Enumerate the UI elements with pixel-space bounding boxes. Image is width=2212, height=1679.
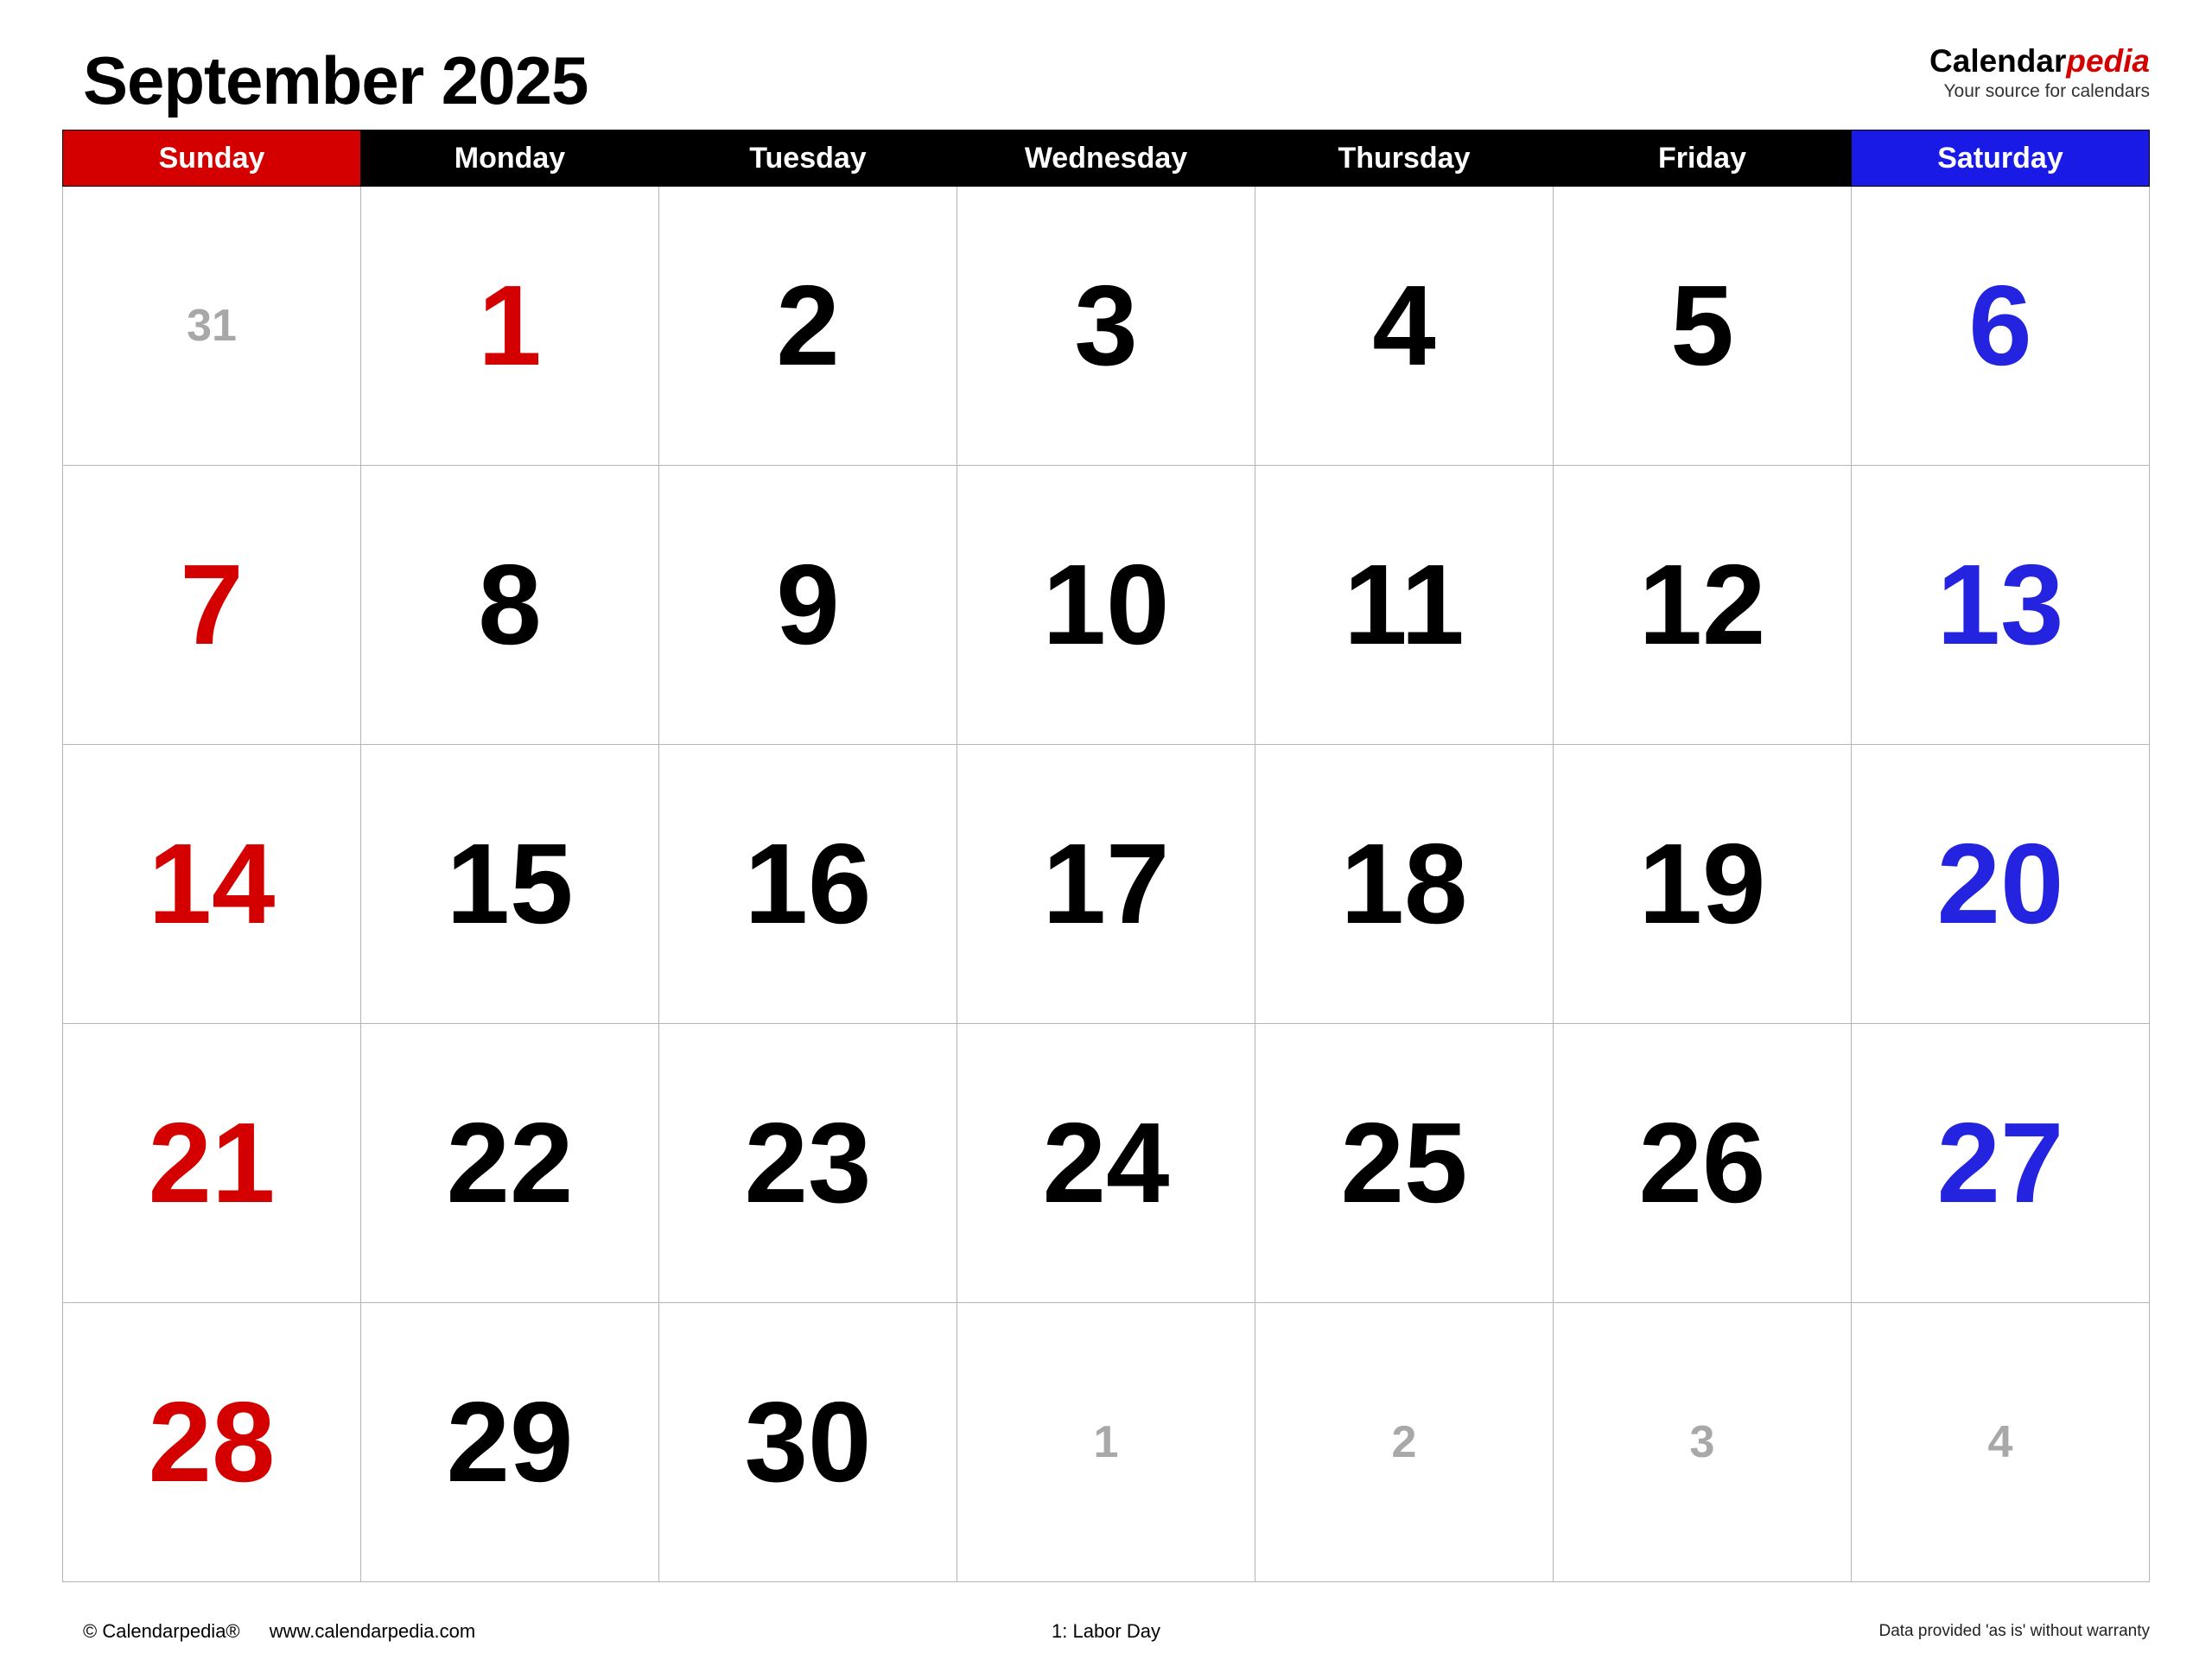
- day-number: 20: [1936, 820, 2064, 947]
- day-number: 13: [1936, 541, 2064, 668]
- day-cell[interactable]: [1852, 1303, 2150, 1582]
- day-cell[interactable]: [1554, 187, 1852, 466]
- brand-name: [1929, 45, 2150, 79]
- page-header: [62, 35, 2150, 130]
- day-number: 8: [478, 541, 542, 668]
- day-number: 15: [446, 820, 574, 947]
- day-cell[interactable]: [1554, 745, 1852, 1024]
- day-cell[interactable]: [63, 187, 361, 466]
- day-number: 22: [446, 1099, 574, 1226]
- day-cell[interactable]: [659, 745, 957, 1024]
- day-cell[interactable]: [957, 1303, 1255, 1582]
- day-cell[interactable]: [361, 745, 659, 1024]
- brand-logo: [1929, 45, 2150, 101]
- day-number: 27: [1936, 1099, 2064, 1226]
- weekday-header-wednesday: Wednesday: [957, 130, 1255, 187]
- day-cell[interactable]: [361, 466, 659, 745]
- day-cell[interactable]: [1554, 1303, 1852, 1582]
- day-number: 9: [776, 541, 840, 668]
- day-cell[interactable]: [63, 1303, 361, 1582]
- day-number: 26: [1638, 1099, 1766, 1226]
- day-cell[interactable]: [1852, 745, 2150, 1024]
- day-cell[interactable]: [1255, 466, 1554, 745]
- day-number: 24: [1042, 1099, 1170, 1226]
- day-cell[interactable]: [63, 1024, 361, 1303]
- day-number: 18: [1340, 820, 1468, 947]
- day-number: 21: [148, 1099, 276, 1226]
- weekday-header-monday: Monday: [361, 130, 659, 187]
- day-cell[interactable]: [957, 187, 1255, 466]
- day-cell[interactable]: [1554, 1024, 1852, 1303]
- day-cell[interactable]: [1255, 1303, 1554, 1582]
- day-number: 1: [1093, 1417, 1119, 1467]
- day-number: 1: [478, 262, 542, 389]
- day-number: 5: [1670, 262, 1734, 389]
- day-cell[interactable]: [957, 745, 1255, 1024]
- day-cell[interactable]: [659, 1303, 957, 1582]
- calendar-header-row: [63, 130, 2150, 187]
- weekday-header-friday: Friday: [1554, 130, 1852, 187]
- brand-name-pedia: pedia: [2066, 43, 2150, 79]
- day-cell[interactable]: [659, 466, 957, 745]
- day-cell[interactable]: [361, 187, 659, 466]
- day-number: 7: [180, 541, 244, 668]
- calendar-week-row: [63, 1303, 2150, 1582]
- day-number: 12: [1638, 541, 1766, 668]
- day-number: 3: [1074, 262, 1138, 389]
- brand-name-calendar: Calendar: [1929, 43, 2067, 79]
- day-number: 29: [446, 1378, 574, 1505]
- day-number: 31: [187, 301, 237, 351]
- day-cell[interactable]: [659, 187, 957, 466]
- day-cell[interactable]: [1255, 187, 1554, 466]
- calendar-week-row: [63, 745, 2150, 1024]
- copyright-text: © Calendarpedia®: [83, 1620, 240, 1642]
- calendar-week-row: [63, 1024, 2150, 1303]
- day-number: 14: [148, 820, 276, 947]
- calendar-body: [63, 187, 2150, 1582]
- day-number: 28: [148, 1378, 276, 1505]
- day-cell[interactable]: [1554, 466, 1852, 745]
- page-title: September 2025: [83, 42, 588, 118]
- day-cell[interactable]: [63, 745, 361, 1024]
- day-number: 17: [1042, 820, 1170, 947]
- weekday-header-thursday: Thursday: [1255, 130, 1554, 187]
- day-number: 23: [744, 1099, 872, 1226]
- holiday-note: 1: Labor Day: [1052, 1620, 1160, 1642]
- day-number: 30: [744, 1378, 872, 1505]
- day-number: 10: [1042, 541, 1170, 668]
- calendar-week-row: [63, 187, 2150, 466]
- day-cell[interactable]: [361, 1303, 659, 1582]
- day-cell[interactable]: [957, 1024, 1255, 1303]
- weekday-header-tuesday: Tuesday: [659, 130, 957, 187]
- day-cell[interactable]: [361, 1024, 659, 1303]
- day-number: 2: [776, 262, 840, 389]
- calendar-table: [62, 130, 2150, 1582]
- day-cell[interactable]: [63, 466, 361, 745]
- day-number: 4: [1987, 1417, 2013, 1467]
- disclaimer-text: Data provided 'as is' without warranty: [1878, 1622, 2150, 1640]
- day-cell[interactable]: [1852, 187, 2150, 466]
- day-cell[interactable]: [1852, 466, 2150, 745]
- day-number: 4: [1372, 262, 1436, 389]
- day-number: 2: [1391, 1417, 1417, 1467]
- weekday-header-saturday: Saturday: [1852, 130, 2150, 187]
- day-number: 25: [1340, 1099, 1468, 1226]
- day-cell[interactable]: [659, 1024, 957, 1303]
- brand-tagline: Your source for calendars: [1943, 80, 2150, 101]
- day-number: 3: [1689, 1417, 1715, 1467]
- weekday-header-sunday: Sunday: [63, 130, 361, 187]
- website-link[interactable]: www.calendarpedia.com: [269, 1620, 476, 1642]
- day-number: 16: [744, 820, 872, 947]
- calendar-week-row: [63, 466, 2150, 745]
- day-number: 19: [1638, 820, 1766, 947]
- day-cell[interactable]: [957, 466, 1255, 745]
- day-number: 6: [1968, 262, 2032, 389]
- day-cell[interactable]: [1255, 745, 1554, 1024]
- page-footer: [62, 1620, 2150, 1650]
- day-number: 11: [1344, 541, 1465, 668]
- day-cell[interactable]: [1255, 1024, 1554, 1303]
- day-cell[interactable]: [1852, 1024, 2150, 1303]
